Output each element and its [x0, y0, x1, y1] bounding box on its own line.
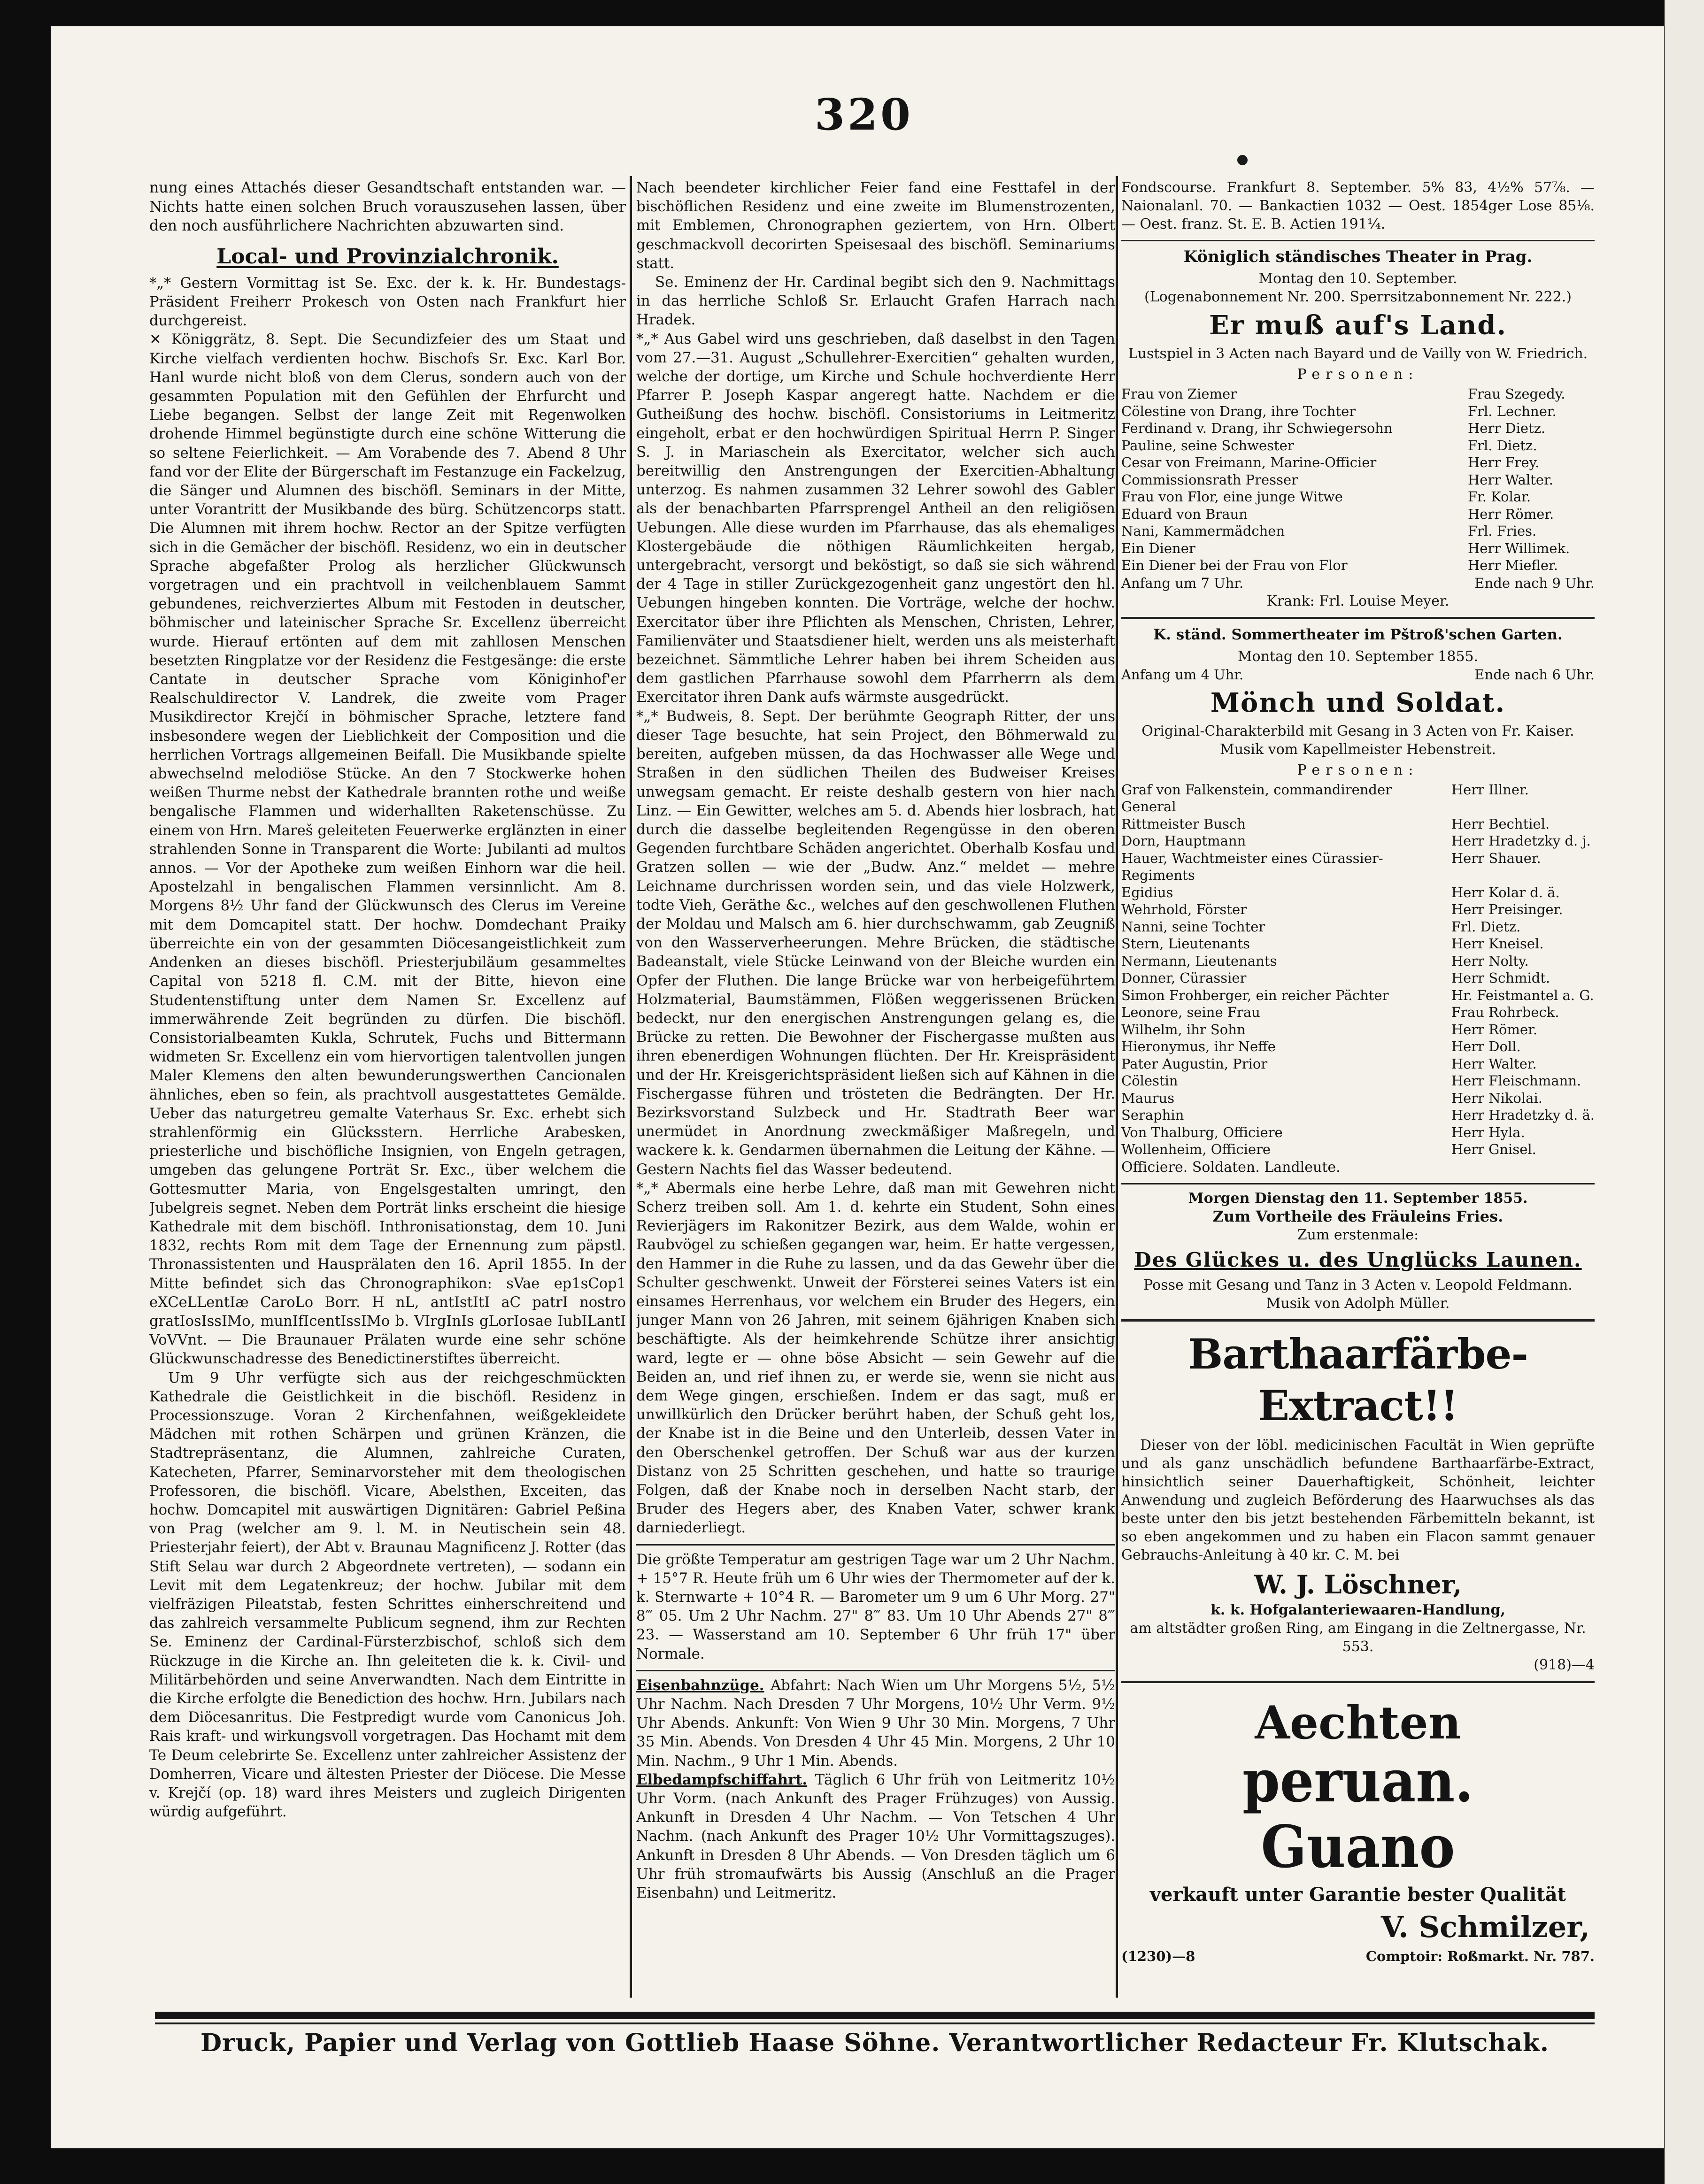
theatre-2-cast: [1121, 781, 1595, 1158]
theatre-1-cast: [1121, 385, 1595, 574]
railway-title: Eisenbahnzüge.: [636, 1676, 764, 1694]
role: Wilhelm, ihr Sohn: [1121, 1021, 1246, 1038]
imprint: Druck, Papier und Verlag von Gottlieb Haase Söhne. Verantwortlicher Redacteur Fr. Klutschak.: [200, 2029, 1550, 2057]
steamship-title: Elbedampfschiffahrt.: [636, 1771, 808, 1788]
role: Commissionsrath Presser: [1121, 471, 1298, 488]
role: Rittmeister Busch: [1121, 815, 1246, 832]
ad-beard-dye-ref: (918)—4: [1534, 1656, 1595, 1673]
ink-dot: [1237, 155, 1248, 165]
news-item: ✕ Königgrätz, 8. Sept. Die Secundizfeier des um Staat und Kirche vielfach verdienten hochw. Bischofs Sr. Exc. Karl Bor. Hanl wurde nicht bloß von dem Clerus, sondern auch von der gesammten Population mit den Gefühlen der Ehrfurcht und Liebe begangen. Selbst der lange Zeit mit Regenwolken drohende Himmel begünstigte durch eine schöne Witterung die so seltene Feierlichkeit. — Am Vorabende des 7. Abend 8 Uhr fand vor der Elite der Bürgerschaft im Festanzuge ein Fackelzug, die Sänger und Alumnen des bischöfl. Seminars in der Mitte, unter Vorantritt der Musikbande des bürg. Schützencorps statt. Die Alumnen mit ihrem hochw. Rector an der Spitze verfügten sich in die Gemächer der bischöfl. Residenz, wo ein in deutscher Sprache abgefaßter Prolog als herzlicher Glückwunsch vorgetragen und ein prachtvoll in veilchenblauem Sammt gebundenes, reichverziertes Album mit Festoden in deutscher, böhmischer und lateinischer Sprache Sr. Excellenz überreicht wurde. Hierauf ertönten auf dem mit zahllosen Menschen besetzten Ringplatze vor der Residenz die Festgesänge: die erste Cantate in deutscher Sprache vom Königinhof'er Realschuldirector V. Landrek, die zweite vom Prager Musikdirector Krejčí in böhmischer Sprache, letztere fand insbesondere wegen der Lieblichkeit der Composition und die herrlichen Vortrags allgemeinen Beifall. Die Musikbande spielte abwechselnd melodiöse Stücke. An den 7 Stockwerke hohen weißen Thurme nebst der Kathedrale brannten rothe und weiße bengalische Flammen und widerhallten Raketenschüsse. Zu einem von Hrn. Mareš geleiteten Feuerwerke erglänzten in einer strahlenden Sonne in Transparent die Worte: Jubilanti ad multos annos. — Vor der Apotheke zum weißen Einhorn war die heil. Apostelzahl in bengalischen Flammen versinnlicht. Am 8. Morgens 8½ Uhr fand der Glückwunsch des Clerus im Vereine mit dem Domcapitel statt. Der hochw. Domdechant Praiky überreichte ein von der gesammten Diöcesangeistlichkeit zum Andenken an dieses bischöfl. Priesterjubiläum gesammeltes Capital von 5218 fl. C.M. mit der Bitte, hievon eine Studentenstiftung unter dem Namen Sr. Excellenz auf immerwährende Zeit begründen zu dürfen. Die bischöfl. Consistorialbeamten Kukla, Schrutek, Fuchs und Bittermann widmeten Sr. Excellenz ein vom hiervortigen talentvollen jungen Maler Klemens den alten bewunderungswerthen Cancionalen ähnliches, eben so fein, als prachtvoll ausgestattetes Gemälde. Ueber das naturgetreu gemalte Vaterhaus Sr. Exc. erhebt sich strahlenförmig ein Glücksstern. Herrliche Arabesken, priesterliche und bischöfliche Insignien, von Engeln getragen, umgeben das gelungene Porträt Sr. Exc., über welchem die Gottesmutter Maria, von Engelsgestalten umringt, den Jubelgreis segnet. Neben dem Porträt links erscheint die hiesige Kathedrale mit dem bischöfl. Inthronisationstag, dem 10. Juni 1832, rechts Rom mit dem Tage der Ernennung zum päpstl. Thronassistenten und Hausprälaten den 16. April 1855. In der Mitte befindet sich das Chronographikon: sVae ep1sCop1 eXCeLLentIæ CaroLo Borr. H nL, antIstItI aC patrI nostro gratIosIssIMo, munIfIcentIssIMo b. VIrgInIs gLorIosae IubILantI VoVVnt. — Die Braunauer Prälaten wurde eine sehr schöne Glückwunschadresse des Benedictinerstiftes überreicht.: [149, 331, 626, 1368]
role: Ein Diener bei der Frau von Flor: [1121, 557, 1348, 573]
role: Ferdinand v. Drang, ihr Schwiegersohn: [1121, 420, 1393, 436]
role: Pater Augustin, Prior: [1121, 1055, 1268, 1072]
actor: Herr Hradetzky d. j.: [1451, 833, 1591, 849]
page-edge: [1665, 0, 1704, 2184]
news-item: Se. Eminenz der Hr. Cardinal begibt sich den 9. Nachmittags in das herrliche Schloß Sr. Erlaucht Grafen Harrach nach Hradek.: [636, 274, 1115, 329]
start-time: Anfang um 7 Uhr.: [1121, 575, 1244, 591]
actor: Herr Shauer.: [1451, 850, 1541, 866]
ad-beard-dye-firm: W. J. Löschner,: [1254, 1569, 1462, 1600]
actor: Fr. Kolar.: [1468, 489, 1531, 505]
actor: Frl. Lechner.: [1468, 403, 1557, 419]
role: Hieronymus, ihr Neffe: [1121, 1038, 1276, 1054]
actor: Herr Schmidt.: [1451, 970, 1550, 986]
weather-report: Die größte Temperatur am gestrigen Tage war um 2 Uhr Nachm. + 15°7 R. Heute früh um 6 Uhr wies der Thermometer auf der k. k. Sternwarte + 10°4 R. — Barometer um 9 um 6 Uhr Morg. 27" 8‴ 05. Um 2 Uhr Nachm. 27" 8‴ 83. Um 10 Uhr Abends 27" 8‴ 23. — Wasserstand am 10. September 6 Uhr früh 17" über Normale.: [636, 1551, 1115, 1662]
role: Stern, Lieutenants: [1121, 936, 1250, 952]
ad-guano-seller: V. Schmilzer,: [1380, 1909, 1590, 1944]
theatre-2-extras: Officiere. Soldaten. Landleute.: [1121, 1159, 1341, 1176]
divider: [1121, 240, 1595, 241]
actor: Frl. Fries.: [1468, 523, 1537, 539]
actor: Frau Rohrbeck.: [1451, 1004, 1559, 1020]
role: Frau von Flor, eine junge Witwe: [1121, 489, 1343, 505]
column-2: [636, 178, 1115, 2014]
ad-beard-dye-address: am altstädter großen Ring, am Eingang in die Zeltnergasse, Nr. 553.: [1130, 1620, 1586, 1655]
actor: Herr Fleischmann.: [1451, 1073, 1581, 1089]
role: Nermann, Lieutenants: [1121, 953, 1277, 969]
theatre-2-play-title: Mönch und Soldat.: [1210, 687, 1506, 718]
theatre-2-description: Original-Charakterbild mit Gesang in 3 Acten von Fr. Kaiser. Musik vom Kapellmeister Hebenstreit.: [1141, 723, 1574, 758]
actor: Herr Frey.: [1468, 454, 1540, 470]
actor: Herr Römer.: [1451, 1021, 1538, 1038]
role: Cölestine von Drang, ihre Tochter: [1121, 403, 1356, 419]
role: Seraphin: [1121, 1107, 1184, 1123]
actor: Herr Dietz.: [1468, 420, 1546, 436]
actor: Herr Nolty.: [1451, 953, 1529, 969]
role: Dorn, Hauptmann: [1121, 833, 1246, 849]
role: Nani, Kammermädchen: [1121, 523, 1285, 539]
actor: Herr Bechtiel.: [1451, 815, 1550, 832]
theatre-2-first-time: Zum erstenmale:: [1297, 1226, 1419, 1243]
divider: [1121, 617, 1595, 619]
divider: [1121, 1319, 1595, 1322]
theatre-1-heading: Königlich ständisches Theater in Prag.: [1183, 247, 1533, 266]
section-heading: Local- und Provinzialchronik.: [216, 244, 559, 269]
role: Pauline, seine Schwester: [1121, 437, 1294, 454]
actor: Herr Hyla.: [1451, 1124, 1525, 1140]
theatre-1-description: Lustspiel in 3 Acten nach Bayard und de Vailly von W. Friedrich.: [1128, 346, 1588, 362]
role: Ein Diener: [1121, 540, 1195, 556]
theatre-2-persons-label: Personen:: [1297, 761, 1419, 778]
theatre-1-times: [1121, 574, 1595, 592]
news-item: *„* Gestern Vormittag ist Se. Exc. der k. k. Hr. Bundestags-Präsident Freiherr Prokesch von Osten nach Frankfurt hier durchgereist.: [149, 275, 626, 330]
theatre-2-benefit: Zum Vortheile des Fräuleins Fries.: [1212, 1207, 1504, 1225]
role: Wehrhold, Förster: [1121, 901, 1247, 917]
column-rule: [1116, 176, 1118, 1998]
theatre-2-next-play-desc: Posse mit Gesang und Tanz in 3 Acten v. Leopold Feldmann. Musik von Adolph Müller.: [1143, 1277, 1573, 1312]
steamship-schedule: Täglich 6 Uhr früh von Leitmeritz 10½ Uhr Vorm. (nach Ankunft des Prager Frühzuges) von Aussig. Ankunft in Dresden 4 Uhr Nachm. — Von Tetschen 4 Uhr Nachm. (nach Ankunft des Prager 10½ Uhr Vormittagszuges). Ankunft in Dresden 8 Uhr Abends. — Von Dresden täglich um 6 Uhr früh stromaufwärts bis Aussig (Anschluß an die Prager Eisenbahn) und Leitmeritz.: [636, 1771, 1115, 1902]
theatre-1-date: Montag den 10. September.: [1258, 270, 1457, 287]
role: Eduard von Braun: [1121, 506, 1248, 522]
actor: Herr Nikolai.: [1451, 1090, 1542, 1106]
railway-schedule: Abfahrt: Nach Wien um Uhr Morgens 5½, 5½ Uhr Nachm. Nach Dresden 7 Uhr Morgens, 10½ Uhr Verm. 9½ Uhr Abends. Ankunft: Von Wien 9 Uhr 30 Min. Morgens, 7 Uhr 35 Min. Abends. Von Dresden 4 Uhr 45 Min. Morgens, 2 Uhr 10 Min. Nachm., 9 Uhr 1 Min. Abends.: [636, 1676, 1115, 1769]
role: Wollenheim, Officiere: [1121, 1141, 1271, 1157]
role: Leonore, seine Frau: [1121, 1004, 1260, 1020]
ad-beard-dye-shop: k. k. Hofgalanteriewaaren-Handlung,: [1211, 1601, 1505, 1618]
actor: Herr Kneisel.: [1451, 936, 1544, 952]
theatre-1-ill-note: Krank: Frl. Louise Meyer.: [1266, 592, 1450, 609]
actor: Herr Doll.: [1451, 1038, 1521, 1054]
role: Cölestin: [1121, 1073, 1178, 1089]
ad-beard-dye-title: Barthaarfärbe-Extract!!: [1187, 1329, 1528, 1430]
page-number: 320: [814, 89, 914, 140]
actor: Herr Walter.: [1451, 1055, 1537, 1072]
actor: Hr. Feistmantel a. G.: [1451, 987, 1594, 1003]
ad-guano-line3: verkauft unter Garantie bester Qualität: [1149, 1883, 1566, 1906]
role: Maurus: [1121, 1090, 1175, 1106]
role: Hauer, Wachtmeister eines Cürassier-Regiments: [1121, 850, 1383, 883]
ad-guano-footer: [1121, 1947, 1595, 1966]
role: Egidius: [1121, 884, 1173, 900]
role: Graf von Falkenstein, commandirender General: [1121, 781, 1392, 815]
divider: [636, 1670, 1115, 1671]
role: Von Thalburg, Officiere: [1121, 1124, 1283, 1140]
role: Donner, Cürassier: [1121, 970, 1247, 986]
news-item: Um 9 Uhr verfügte sich aus der reichgeschmückten Kathedrale die Geistlichkeit in die bischöfl. Residenz in Processionszuge. Voran 2 Kirchenfahnen, weißgekleidete Mädchen mit rothen Schärpen und grünen Kränzen, die Stadtrepräsentanz, die Alumnen, zahlreiche Curaten, Katecheten, Pfarrer, Seminarvorsteher mit dem theologischen Professoren, die bischöfl. Vicare, Abelsthen, Exceiten, das hochw. Domcapitel mit auswärtigen Dignitären: Gabriel Peßina von Prag (welcher am 9. l. M. in Neutischein sein 48. Priesterjahr feiert), der Abt v. Braunau Magnificenz J. Rotter (das Stift Selau war durch 2 Abgeordnete vertreten), — sodann ein Levit mit dem Legatenkreuz; der hochw. Jubilar mit dem vielfräzigen Pileatstab, festen Schrittes einherschreitend und das zahlreich versammelte Publicum segnend, ihm zur Rechten Se. Eminenz der Cardinal-Fürsterzbischof, schloß sich dem Rückzuge in die Kirche an. Ihn geleiteten die k. k. Civil- und Militärbehörden und seine Anverwandten. Nach dem Eintritte in die Kirche erfolgte die Benediction des hochw. Hrn. Jubilars nach dem Diöcesanritus. Die Festpredigt wurde vom Canonicus Joh. Rais kraft- und wirkungsvoll vorgetragen. Das Hochamt mit dem Te Deum celebrirte Se. Excellenz unter zahlreicher Assistenz der Domherren, Vicare und ältesten Priester der Diöcese. Die Messe v. Krejčí (op. 18) ward ihres Meisters und zugleich Dirigenten würdig aufgeführt.: [149, 1369, 626, 1821]
actor: Herr Hradetzky d. ä.: [1451, 1107, 1595, 1123]
start-time: Anfang um 4 Uhr.: [1121, 666, 1244, 683]
actor: Herr Kolar d. ä.: [1451, 884, 1560, 900]
theatre-2-date: Montag den 10. September 1855.: [1237, 648, 1479, 665]
theatre-1-play-title: Er muß auf's Land.: [1209, 310, 1507, 341]
ad-beard-dye-body: Dieser von der löbl. medicinischen Facultät in Wien geprüfte und als ganz unschädlich befundene Barthaarfärbe-Extract, hinsichtlich seiner Dauerhaftigkeit, Schönheit, leichter Anwendung und zugleich Beförderung des Haarwuchses als das beste unter den bis jetzt bestehenden Färbemitteln bekannt, ist so eben angekommen und zu haben ein Flacon sammt genauer Gebrauchs-Anleitung à 40 kr. C. M. bei: [1121, 1437, 1595, 1563]
news-item: *„* Abermals eine herbe Lehre, daß man mit Gewehren nicht Scherz treiben soll. Am 1. d. kehrte ein Student, Sohn eines Revierjägers im Rakonitzer Bezirk, aus dem Walde, wohin er Raubvögel zu schießen gegangen war, heim. Er hatte vergessen, den Hammer in die Ruhe zu lassen, und da das Gewehr über die Schulter geschwenkt. Unweit der Försterei seines Vaters ist ein einsames Herrenhaus, vor welchem ein Bruder des Hegers, ein junger Mann von 26 Jahren, mit seinem 6jährigen Knaben sich beschäftigte. Als der heimkehrende Schütze ihrer ansichtig ward, legte er — ohne böse Absicht — sein Gewehr auf die Beiden an, und rief ihnen zu, er werde sie, wenn sie nicht aus dem Wege gingen, erschießen. Indem er das sagt, muß er unwillkürlich den Drücker berührt haben, der Schuß geht los, der Knabe ist in die Beine und den Unterleib, dessen Vater in den Oberschenkel getroffen. Der Schuß war aus der kurzen Distanz von 25 Schritten geschehen, und hatte so traurige Folgen, daß der Knabe noch in derselben Nacht starb, der Bruder des Hegers aber, des Knaben Vater, schwer krank darniederliegt.: [636, 1179, 1115, 1537]
role: Simon Frohberger, ein reicher Pächter: [1121, 987, 1389, 1003]
divider: [636, 1544, 1115, 1546]
actor: Herr Illner.: [1451, 781, 1529, 798]
actor: Herr Preisinger.: [1451, 901, 1563, 917]
role: Cesar von Freimann, Marine-Officier: [1121, 454, 1377, 470]
theatre-2-times: [1121, 666, 1595, 684]
role: Nanni, seine Tochter: [1121, 918, 1265, 935]
end-time: Ende nach 9 Uhr.: [1474, 575, 1595, 591]
divider: [1121, 1183, 1595, 1184]
news-item: Nach beendeter kirchlicher Feier fand eine Festtafel in der bischöflichen Residenz und eine zweite im Blumenstrozenten, mit Emblemen, Chronographen geziertem, von Hrn. Olbert geschmackvoll decorirten Speisesaal des bischöfl. Seminariums statt.: [636, 179, 1115, 272]
actor: Herr Miefler.: [1468, 557, 1558, 573]
ad-guano-ref: (1230)—8: [1121, 1948, 1195, 1964]
ad-guano-line2: peruan. Guano: [1242, 1747, 1473, 1881]
theatre-1-persons-label: Personen:: [1297, 366, 1419, 383]
actor: Herr Willimek.: [1468, 540, 1570, 556]
role: Frau von Ziemer: [1121, 386, 1237, 402]
column-1: [149, 178, 626, 2014]
theatre-2-next-play: Des Glückes u. des Unglücks Launen.: [1134, 1248, 1582, 1271]
stock-quotes: Fondscourse. Frankfurt 8. September. 5% 83, 4½% 57⅞. — Naionalanl. 70. — Bankactien 1032 — Oest. 1854ger Lose 85⅛. — Oest. franz. St. E. B. Actien 191¼.: [1121, 179, 1595, 232]
theatre-2-tomorrow: Morgen Dienstag den 11. September 1855.: [1188, 1190, 1528, 1207]
actor: Herr Gnisel.: [1451, 1141, 1536, 1157]
column-3: [1121, 178, 1595, 2014]
actor: Frau Szegedy.: [1468, 386, 1565, 402]
actor: Frl. Dietz.: [1451, 918, 1521, 935]
ad-guano-office: Comptoir: Roßmarkt. Nr. 787.: [1365, 1948, 1595, 1964]
end-time: Ende nach 6 Uhr.: [1474, 666, 1595, 683]
theatre-1-subscription: (Logenabonnement Nr. 200. Sperrsitzabonnement Nr. 222.): [1144, 289, 1572, 305]
actor: Frl. Dietz.: [1468, 437, 1537, 454]
footer-rule: [155, 2012, 1595, 2019]
divider: [1121, 1681, 1595, 1683]
theatre-2-heading: K. ständ. Sommertheater im Pštroß'schen Garten.: [1153, 626, 1563, 643]
ad-guano-line1: Aechten: [1255, 1696, 1461, 1749]
actor: Herr Römer.: [1468, 506, 1554, 522]
news-item: *„* Budweis, 8. Sept. Der berühmte Geograph Ritter, der uns dieser Tage besuchte, hat sein Project, den Böhmerwald zu bereiten, aufgeben müssen, da das Hochwasser alle Wege und Straßen in den südlichen Theilen des Budweiser Kreises unwegsam gemacht. Er reiste deshalb gestern von hier nach Linz. — Ein Gewitter, welches am 5. d. Abends hier losbrach, hat durch die dasselbe begleitenden Regengüsse in den oberen Gegenden furchtbare Schäden angerichtet. Oberhalb Kosfau und Gratzen sollen — wie der „Budw. Anz.“ meldet — mehre Leichname durchrissen worden sein, und das viele Holzwerk, todte Vieh, Geräthe &c., welches auf den geschwollenen Fluthen der Moldau und Malsch am 6. hier durchschwamm, gab Zeugniß von den Wasserverheerungen. Mehre Brücken, die städtische Badeanstalt, viele Stücke Leinwand von der Bleiche wurden ein Opfer der Fluthen. Die lange Brücke war von herbeigeführtem Holzmaterial, Baumstämmen, Flößen weggerissenen Brücken bedeckt, nur den energischen Anstrengungen gelang es, die Brücke zu retten. Die Bewohner der Fischergasse mußten aus ihren ebenerdigen Wohnungen flüchten. Der Hr. Kreispräsident und der Hr. Kreisgerichtspräsident ließen sich auf Kähnen in die Fischergasse führen und trösteten die Bedrängten. Der Hr. Bezirksvorstand Sulzbeck und Hr. Stadtrath Beer war unermüdet in Anordnung zweckmäßiger Maßregeln, und wackere k. k. Gendarmen übernahmen die Leitung der Kähne. — Gestern Nachts fiel das Wasser bedeutend.: [636, 707, 1115, 1178]
news-item: *„* Aus Gabel wird uns geschrieben, daß daselbst in den Tagen vom 27.—31. August „Schullehrer-Exercitien“ gehalten wurden, welche der dortige, um Kirche und Schule hochverdiente Herr Pfarrer P. Joseph Kaspar angeregt hatte. Nachdem er die Gutheißung des hochw. bischöfl. Consistoriums in Leitmeritz eingeholt, erbat er den hochwürdigen Spiritual Herrn P. Singer S. J. in Mariaschein als Exercitator, welcher sich auch bereitwillig den Anstrengungen der Exercitien-Abhaltung unterzog. Es nahmen zusammen 32 Lehrer sowohl des Gabler als der benachbarten Pfarrsprengel Antheil an den religiösen Uebungen. Alle diese wurden im Pfarrhause, das als ehemaliges Klostergebäude die nöthigen Räumlichkeiten hergab, untergebracht, versorgt und beköstigt, so daß sie sich während der 4 Tage in stiller Zurückgezogenheit ganz ungestört den hl. Uebungen hingeben konnten. Die Vorträge, welche der hochw. Exercitator über ihre Pflichten als Menschen, Christen, Lehrer, Familienväter und Staatsdiener hielt, werden uns als meisterhaft bezeichnet. Sämmtliche Lehrer haben bei ihrem Scheiden aus dem gastlichen Pfarrhause sowohl dem Pfarrherrn als dem Exercitator ihren Dank aufs wärmste ausgedrückt.: [636, 330, 1115, 706]
actor: Herr Walter.: [1468, 471, 1553, 488]
article-continuation: nung eines Attachés dieser Gesandtschaft entstanden war. — Nichts hatte einen solchen Bruch vorauszusehen lassen, über den noch ausführlichere Nachrichten abzuwarten sind.: [149, 179, 626, 235]
column-rule: [630, 176, 632, 1998]
